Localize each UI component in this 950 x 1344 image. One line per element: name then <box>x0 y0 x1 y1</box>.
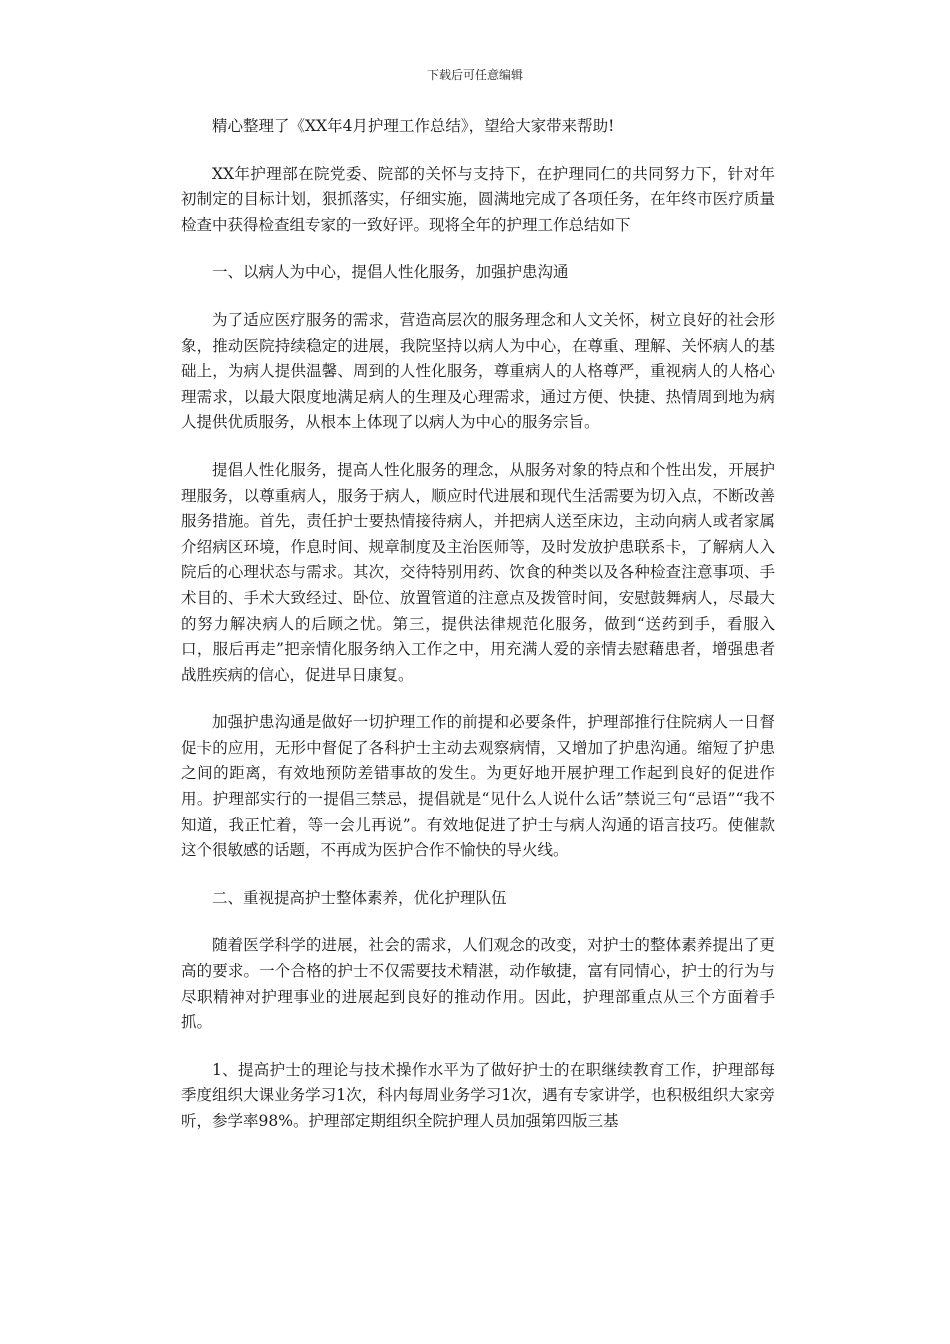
section-heading-2: 二、重视提高护士整体素养，优化护理队伍 <box>212 888 507 907</box>
body-paragraph: 随着医学科学的进展，社会的需求，人们观念的改变，对护士的整体素养提出了更高的要求。一个合格的护士不仅需要技术精湛，动作敏捷，富有同情心，护士的行为与尽职精神对护理事业的进展起到良好的推动作用。因此，护理部重点从三个方面着手抓。 <box>181 936 775 1032</box>
document-body <box>181 114 775 1157</box>
body-paragraph: 为了适应医疗服务的需求，营造高层次的服务理念和人文关怀，树立良好的社会形象，推动医院持续稳定的进展，我院坚持以病人为中心，在尊重、理解、关怀病人的基础上，为病人提供温馨、周到的人性化服务，尊重病人的人格尊严，重视病人的人格心理需求，以最大限度地满足病人的生理及心理需求，通过方便、快捷、热情周到地为病人提供优质服务，从根本上体现了以病人为中心的服务宗旨。 <box>181 310 775 432</box>
intro-paragraph: 精心整理了《XX年4月护理工作总结》，望给大家带来帮助! <box>212 117 615 135</box>
body-paragraph: 加强护患沟通是做好一切护理工作的前提和必要条件，护理部推行住院病人一日督促卡的应用，无形中督促了各科护士主动去观察病情，又增加了护患沟通。缩短了护患之间的距离，有效地预防差错事故的发生。为更好地开展护理工作起到良好的促进作用。护理部实行的一提倡三禁忌，提倡就是“见什么人说什么话”禁说三句“忌语”“我不知道，我正忙着，等一会儿再说”。有效地促进了护士与病人沟通的语言技巧。使催款这个很敏感的话题，不再成为医护合作不愉快的导火线。 <box>181 713 775 860</box>
body-paragraph: 提倡人性化服务，提高人性化服务的理念，从服务对象的特点和个性出发，开展护理服务，以尊重病人，服务于病人，顺应时代进展和现代生活需要为切入点，不断改善服务措施。首先，责任护士要热情接待病人，并把病人送至床边，主动向病人或者家属介绍病区环境，作息时间、规章制度及主治医师等，及时发放护患联系卡，了解病人入院后的心理状态与需求。其次，交待特别用药、饮食的种类以及各种检查注意事项、手术目的、手术大致经过、卧位、放置管道的注意点及拨管时间，安慰鼓舞病人，尽最大的努力解决病人的后顾之忧。第三，提供法律规范化服务，做到“送药到手，看服入口，服后再走”把亲情化服务纳入工作之中，用充满人爱的亲情去慰藉患者，增强患者战胜疾病的信心，促进早日康复。 <box>181 460 775 684</box>
overview-paragraph: XX年护理部在院党委、院部的关怀与支持下，在护理同仁的共同努力下，针对年初制定的目标计划，狠抓落实，仔细实施，圆满地完成了各项任务，在年终市医疗质量检查中获得检查组专家的一致好评。现将全年的护理工作总结如下 <box>181 164 775 234</box>
body-paragraph: 1、提高护士的理论与技术操作水平为了做好护士的在职继续教育工作，护理部每季度组织大课业务学习1次，科内每周业务学习1次，遇有专家讲学，也积极组织大家旁听，参学率98%。护理部定期组织全院护理人员加强第四版三基 <box>181 1060 775 1130</box>
section-heading-1: 一、以病人为中心，提倡人性化服务，加强护患沟通 <box>212 263 569 282</box>
page-header: 下载后可任意编辑 <box>426 68 523 82</box>
